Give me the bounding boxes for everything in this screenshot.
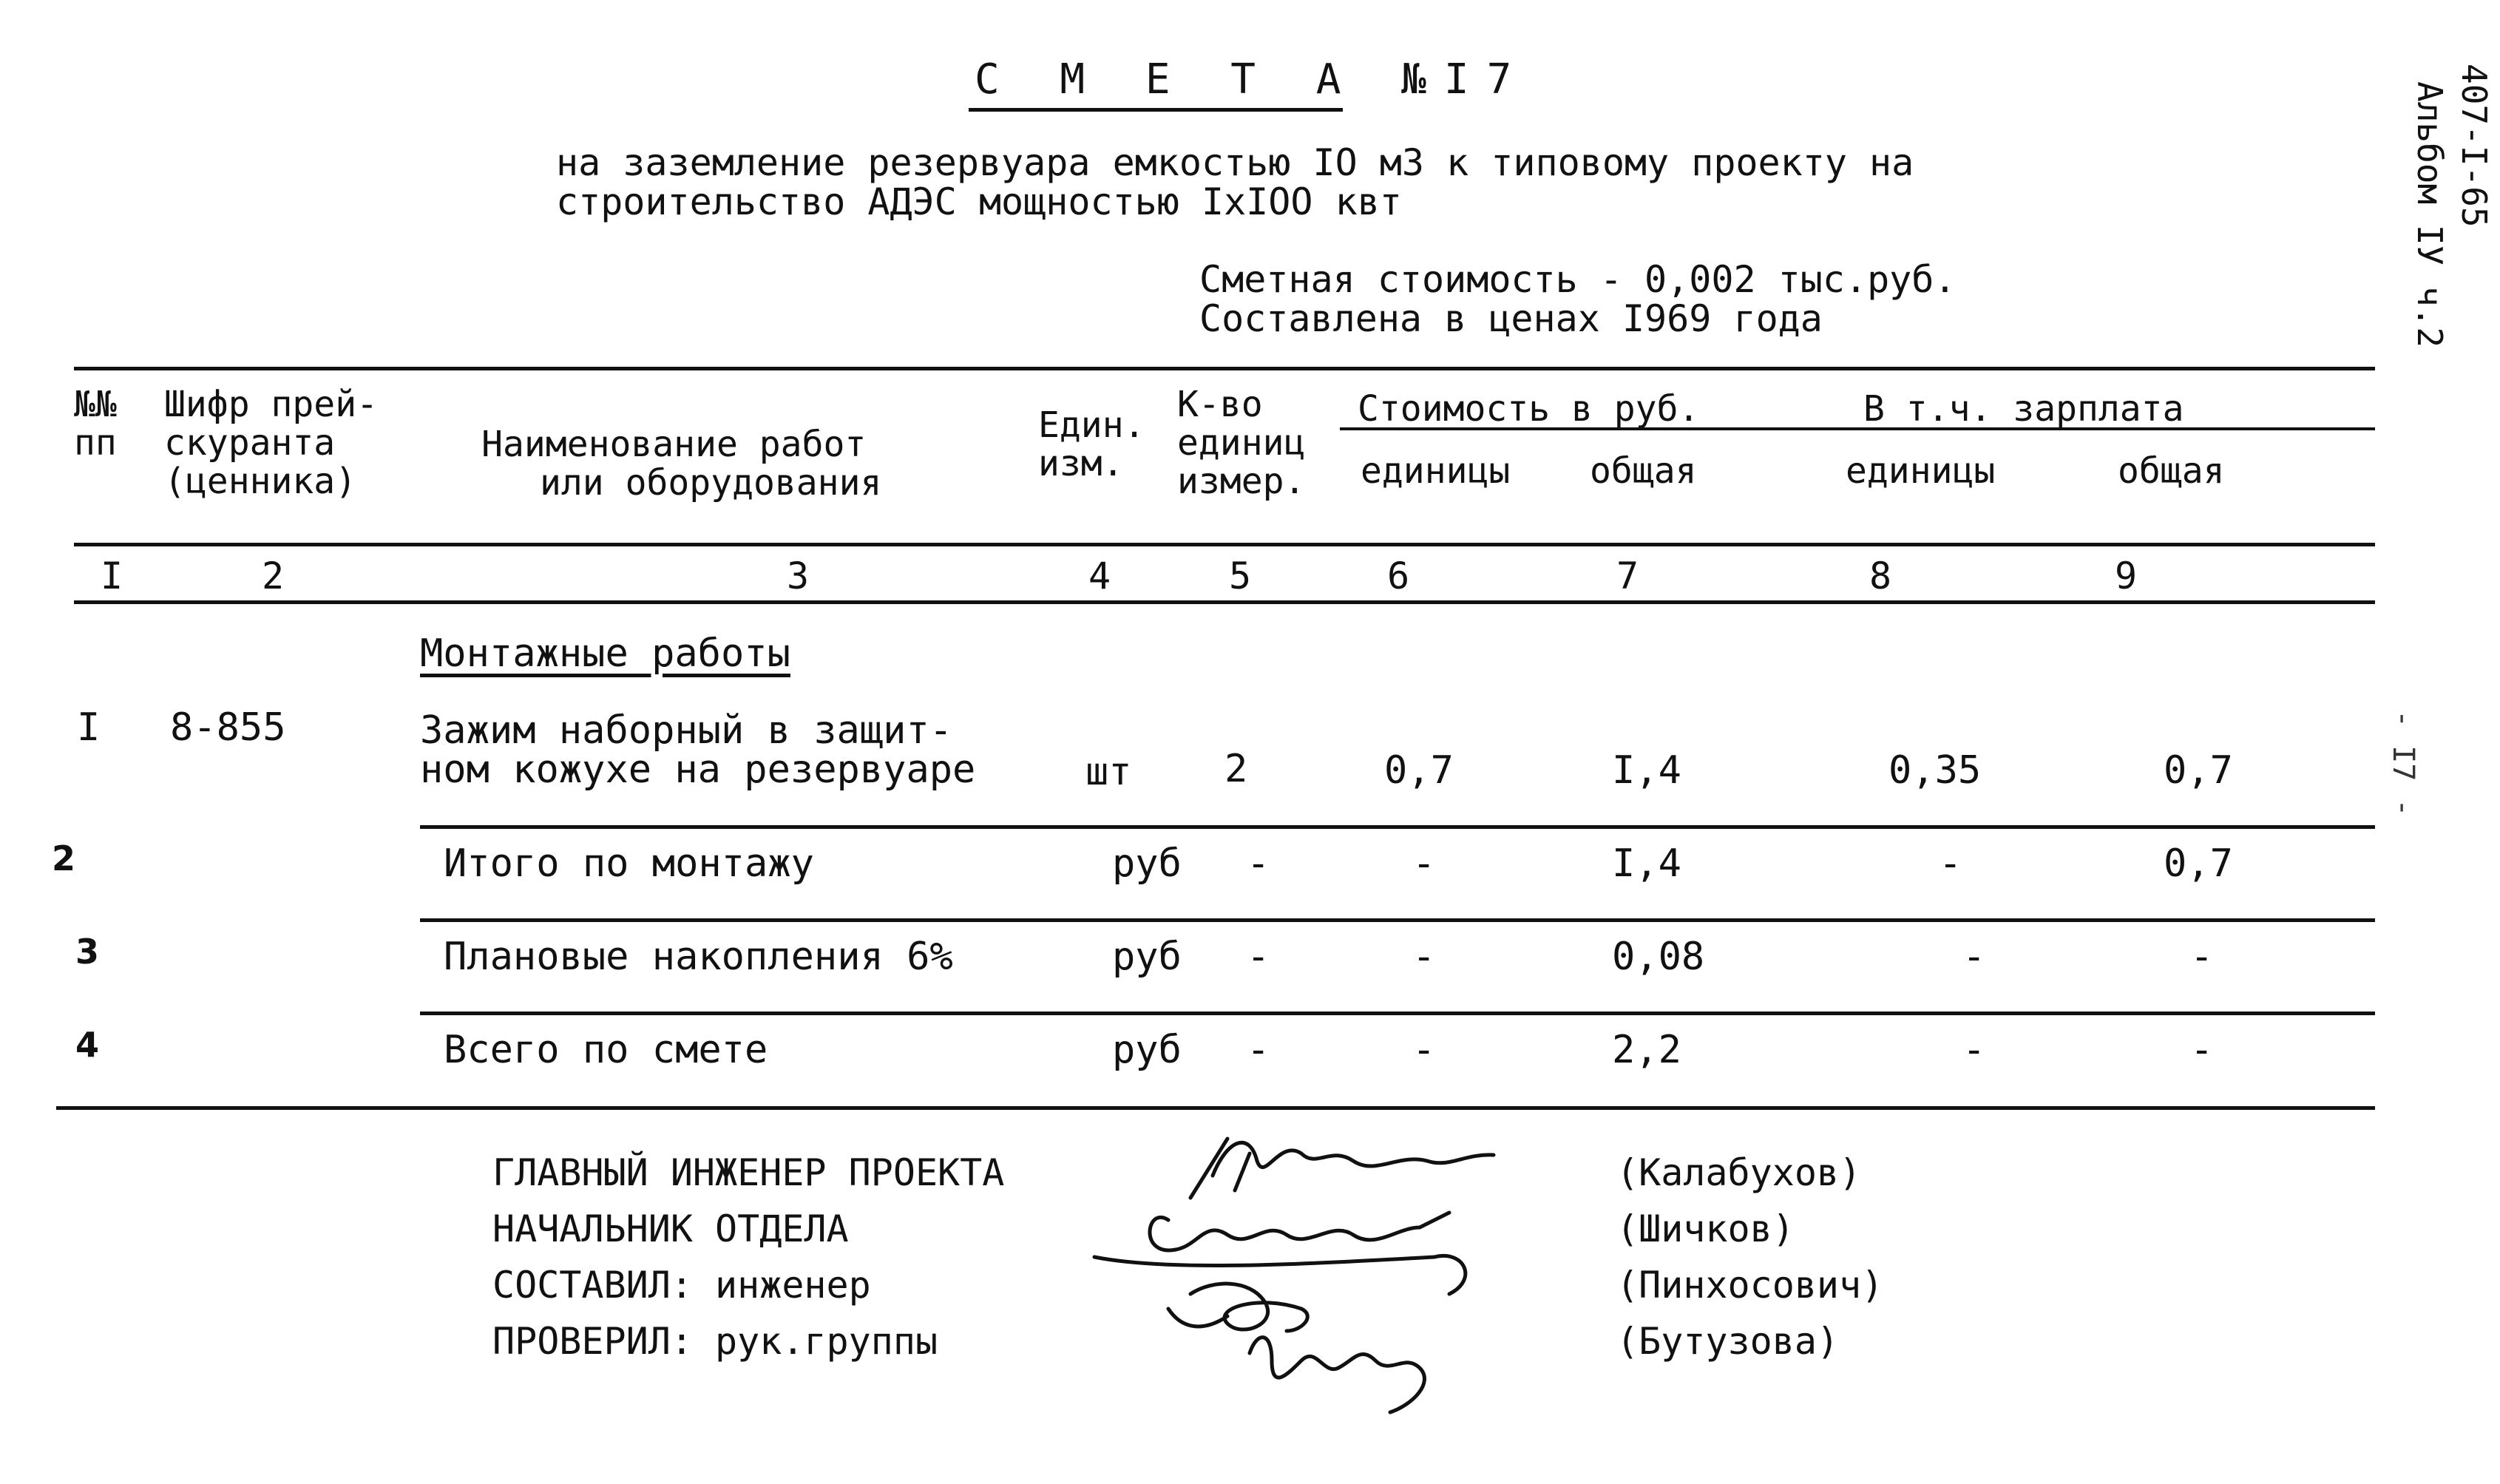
- header-quantity-l3: измер.: [1177, 460, 1306, 502]
- side-project-code: 407-I-65: [2454, 64, 2494, 228]
- row-2-cost-total: I,4: [1612, 841, 1681, 886]
- header-unit-l2: изм.: [1038, 442, 1124, 484]
- signature-stroke-1: [1213, 1142, 1494, 1176]
- row-3-unit: руб: [1112, 935, 1182, 979]
- row-2-qty: -: [1247, 841, 1270, 886]
- document-subtitle: [556, 143, 1914, 221]
- estimate-cost-line: Сметная стоимость - 0,002 тыс.руб.: [1199, 258, 1957, 301]
- page-number: - I7 -: [2386, 710, 2420, 817]
- row-4-qty: -: [1247, 1028, 1270, 1072]
- signature-stroke-3: [1150, 1213, 1449, 1250]
- header-unit-l1: Един.: [1038, 404, 1145, 446]
- header-price-code: [164, 386, 378, 501]
- header-quantity: [1177, 386, 1305, 501]
- row-3-wage-total: -: [2190, 935, 2214, 979]
- row-4-cost-unit: -: [1412, 1028, 1436, 1072]
- header-col-number-l1: №№: [74, 384, 117, 425]
- row-1-name-l2: ном кожухе на резервуаре: [420, 748, 976, 793]
- side-album-label: Альбом IУ ч.2: [2410, 81, 2450, 348]
- signature-roles: [492, 1145, 1004, 1369]
- column-number-2: 2: [262, 555, 285, 597]
- row-1-wage-unit: 0,35: [1888, 748, 1982, 793]
- header-price-code-l3: (ценника): [164, 460, 357, 502]
- header-work-name-l2: или оборудования: [540, 461, 882, 504]
- signature-stroke-6: [1168, 1309, 1227, 1327]
- signature-stroke-4: [1094, 1256, 1466, 1294]
- column-number-7: 7: [1616, 555, 1639, 597]
- price-basis-line: Составлена в ценах I969 года: [1199, 297, 1823, 340]
- header-wage-total: общая: [2118, 450, 2225, 492]
- signature-stroke-7: [1250, 1338, 1424, 1412]
- row-3-name: Плановые накопления 6%: [444, 935, 953, 979]
- column-number-3: 3: [787, 555, 810, 597]
- row-3-cost-total: 0,08: [1612, 935, 1705, 979]
- header-cost-total: общая: [1590, 450, 1697, 492]
- header-cost-group: Стоимость в руб.: [1358, 388, 1700, 430]
- row-4-wage-unit: -: [1962, 1028, 1986, 1072]
- header-price-code-l2: скуранта: [164, 421, 336, 464]
- row-rule-2: [420, 918, 2375, 922]
- row-1-name-l1: Зажим наборный в защит-: [420, 708, 953, 753]
- signature-stroke-2: [1190, 1139, 1250, 1198]
- column-number-6: 6: [1387, 555, 1410, 597]
- signature-role-checked-by: ПРОВЕРИЛ: рук.группы: [492, 1320, 938, 1363]
- row-1-number: I: [77, 705, 101, 750]
- header-quantity-l2: единиц: [1177, 421, 1306, 464]
- header-work-name-l1: Наименование работ: [481, 424, 867, 465]
- row-1-unit: шт: [1085, 750, 1132, 794]
- row-4-wage-total: -: [2190, 1028, 2214, 1072]
- row-1-cost-unit: 0,7: [1384, 748, 1454, 793]
- signature-role-department-head: НАЧАЛЬНИК ОТДЕЛА: [492, 1207, 849, 1250]
- column-number-4: 4: [1088, 555, 1111, 597]
- header-col-number-l2: пп: [74, 421, 117, 464]
- header-bottom-rule: [74, 543, 2375, 546]
- estimate-cost-block: [1199, 260, 1957, 338]
- column-number-1: I: [101, 555, 123, 597]
- row-3-qty: -: [1247, 935, 1270, 979]
- row-1-name: [420, 708, 976, 793]
- row-4-number: 4: [75, 1025, 100, 1065]
- signature-role-chief-engineer: ГЛАВНЫЙ ИНЖЕНЕР ПРОЕКТА: [492, 1151, 1005, 1194]
- header-col-number: [74, 386, 117, 463]
- row-2-name: Итого по монтажу: [444, 841, 814, 886]
- row-3-wage-unit: -: [1962, 935, 1986, 979]
- row-1-code: 8-855: [170, 705, 286, 750]
- row-4-cost-total: 2,2: [1612, 1028, 1681, 1072]
- row-1-qty: 2: [1224, 747, 1248, 791]
- row-1-cost-total: I,4: [1612, 748, 1681, 793]
- row-2-unit: руб: [1112, 841, 1182, 886]
- handwritten-signatures: [1080, 1109, 1523, 1434]
- signature-name-2: (Шичков): [1616, 1207, 1795, 1250]
- column-numbers-rule: [74, 600, 2375, 604]
- header-cost-unit: единицы: [1361, 450, 1511, 492]
- section-title: Монтажные работы: [420, 631, 790, 676]
- row-3-cost-unit: -: [1412, 935, 1436, 979]
- subtitle-line-1: на заземление резервуара емкостью IO м3 к типовому проекту на: [556, 141, 1914, 184]
- row-1-wage-total: 0,7: [2164, 748, 2233, 793]
- row-2-wage-total: 0,7: [2164, 841, 2233, 886]
- row-rule-3: [420, 1012, 2375, 1015]
- signature-role-compiled-by: СОСТАВИЛ: инженер: [492, 1264, 871, 1307]
- column-number-8: 8: [1869, 555, 1892, 597]
- table-top-rule: [74, 367, 2375, 370]
- row-4-name: Всего по смете: [444, 1028, 768, 1072]
- column-number-5: 5: [1229, 555, 1252, 597]
- subtitle-line-2: строительство АДЭС мощностью IxIOO квт: [556, 180, 1402, 223]
- row-3-number: 3: [75, 932, 100, 972]
- header-work-name: [466, 426, 881, 503]
- row-rule-1: [420, 825, 2375, 829]
- signature-names: [1616, 1145, 1883, 1369]
- header-wage-group: В т.ч. зарплата: [1863, 388, 2184, 430]
- signature-name-4: (Бутузова): [1616, 1320, 1840, 1363]
- row-2-number: 2: [52, 838, 76, 878]
- row-2-wage-unit: -: [1939, 841, 1962, 886]
- signature-name-1: (Калабухов): [1616, 1151, 1862, 1194]
- signature-name-3: (Пинхосович): [1616, 1264, 1884, 1307]
- column-number-9: 9: [2115, 555, 2138, 597]
- header-quantity-l1: К-во: [1177, 384, 1263, 425]
- row-4-unit: руб: [1112, 1028, 1182, 1072]
- header-unit: [1038, 404, 1145, 484]
- header-wage-unit: единицы: [1846, 450, 1996, 492]
- document-title: С М Е Т А №I7: [975, 55, 1530, 104]
- title-underline: [969, 108, 1343, 112]
- row-2-cost-unit: -: [1412, 841, 1436, 886]
- header-price-code-l1: Шифр прей-: [164, 384, 378, 425]
